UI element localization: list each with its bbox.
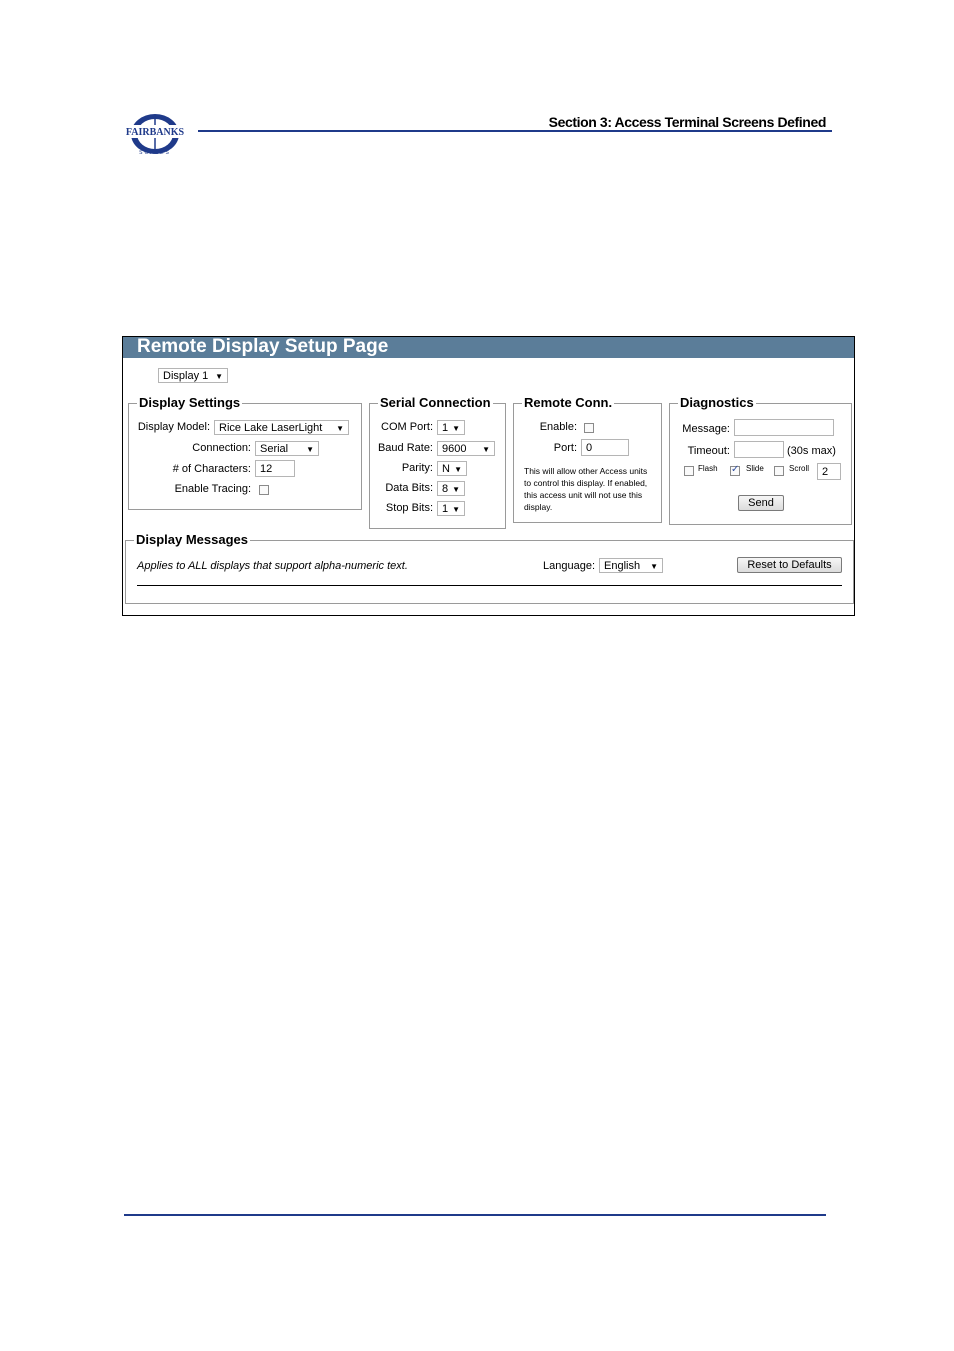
chevron-down-icon: ▼ [482,445,490,454]
baud-rate-label: Baud Rate: [377,442,433,454]
parity-select[interactable] [437,461,467,476]
stop-bits-select[interactable] [437,501,465,516]
header-rule [198,130,832,132]
com-port-label: COM Port: [381,421,433,433]
connection-value: Serial [260,443,289,455]
baud-rate-select[interactable] [437,441,495,456]
serial-connection-legend: Serial Connection [380,395,491,410]
remote-port-input[interactable]: 0 [581,439,629,456]
parity-value: N [442,463,450,475]
remote-enable-checkbox[interactable] [584,423,594,433]
remote-display-setup-panel [122,336,855,616]
stop-bits-label: Stop Bits: [385,502,433,514]
slide-checkbox[interactable] [730,466,740,476]
characters-label: # of Characters: [172,463,251,475]
parity-label: Parity: [401,462,433,474]
enable-tracing-checkbox[interactable] [259,485,269,495]
display-model-select[interactable] [214,420,349,435]
com-port-select[interactable] [437,420,465,435]
display-select[interactable] [158,368,228,383]
baud-rate-value: 9600 [442,443,467,455]
chevron-down-icon: ▼ [336,424,344,433]
display-select-value: Display 1 [163,370,209,382]
data-bits-label: Data Bits: [385,482,433,494]
chevron-down-icon: ▼ [650,562,658,571]
enable-tracing-label: Enable Tracing: [174,483,251,495]
timeout-hint: (30s max) [787,445,836,457]
diagnostics-legend: Diagnostics [680,395,754,410]
display-settings-legend: Display Settings [139,395,241,410]
display-messages-legend: Display Messages [136,532,249,547]
fairbanks-logo [124,112,186,156]
flash-checkbox[interactable] [684,466,694,476]
scroll-input[interactable]: 2 [817,463,841,480]
chevron-down-icon: ▼ [454,465,462,474]
remote-enable-label: Enable: [539,421,577,433]
message-label: Message: [682,423,730,435]
connection-label: Connection: [192,442,251,454]
timeout-input[interactable] [734,441,784,458]
remote-conn-legend: Remote Conn. [524,395,613,410]
message-input[interactable] [734,419,834,436]
title-bar [123,337,854,358]
scroll-label: Scroll [789,464,810,473]
logo-subtext: SCALES [139,150,171,156]
chevron-down-icon: ▼ [452,485,460,494]
section-title: Section 3: Access Terminal Screens Defined [548,114,826,130]
data-bits-value: 8 [442,483,449,495]
display-model-label: Display Model: [137,421,210,433]
language-value: English [604,560,641,572]
chevron-down-icon: ▼ [452,424,460,433]
display-model-value: Rice Lake LaserLight [219,422,323,434]
reset-to-defaults-button[interactable]: Reset to Defaults [737,557,842,573]
remote-port-label: Port: [553,442,577,454]
display-messages-description: Applies to ALL displays that support alpha-numeric text. [137,560,408,572]
language-select[interactable] [599,558,663,573]
timeout-label: Timeout: [687,445,730,457]
language-label: Language: [543,560,595,572]
scroll-checkbox[interactable] [774,466,784,476]
send-button[interactable]: Send [738,495,784,511]
com-port-value: 1 [442,422,449,434]
chevron-down-icon: ▼ [306,445,314,454]
chevron-down-icon: ▼ [215,372,223,381]
connection-select[interactable] [255,441,319,456]
page-title: Remote Display Setup Page [137,336,389,357]
slide-label: Slide [746,464,764,473]
data-bits-select[interactable] [437,481,465,496]
flash-label: Flash [698,464,718,473]
stop-bits-value: 1 [442,503,449,515]
remote-conn-note: This will allow other Access units to control this display. If enabled, this access unit will not use this display. [524,466,648,512]
chevron-down-icon: ▼ [452,505,460,514]
logo-text: FAIRBANKS [125,127,185,138]
messages-divider [137,585,842,586]
characters-input[interactable]: 12 [255,460,295,477]
footer-rule [124,1214,826,1216]
